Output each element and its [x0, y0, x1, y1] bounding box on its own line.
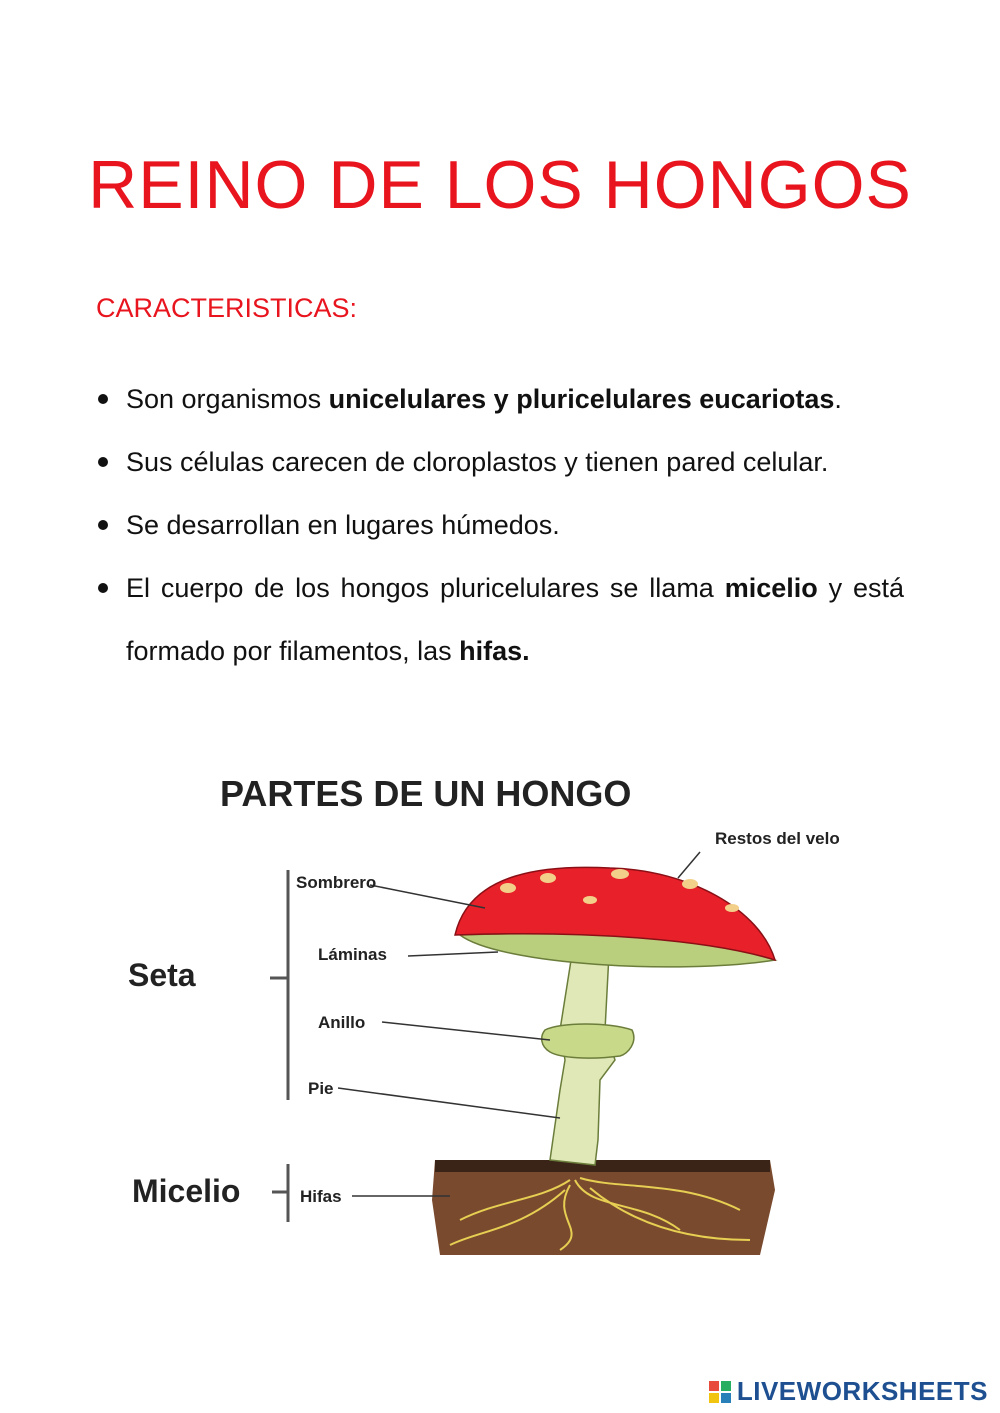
page-title: REINO DE LOS HONGOS	[88, 146, 912, 223]
list-text: y está formado por filamentos, las	[126, 573, 904, 666]
section-heading: CARACTERISTICAS:	[96, 293, 358, 323]
diagram-heading: PARTES DE UN HONGO	[220, 773, 632, 814]
label-anillo: Anillo	[318, 1013, 366, 1032]
bullet-dot-icon	[98, 394, 108, 404]
bracket-lines	[270, 870, 288, 1222]
label-restos-del-velo: Restos del velo	[715, 829, 840, 848]
list-text: Se desarrollan en lugares húmedos.	[126, 510, 560, 540]
logo-block	[709, 1381, 719, 1391]
list-item	[96, 494, 904, 557]
logo-text: LIVEWORKSHEETS	[736, 1376, 988, 1406]
logo-blocks-icon	[709, 1381, 731, 1403]
label-seta: Seta	[128, 957, 196, 993]
list-text: Sus células carecen de cloroplastos y tienen pared celular.	[126, 447, 829, 477]
soil-top	[435, 1160, 770, 1172]
characteristics-list	[96, 368, 904, 683]
label-hifas: Hifas	[300, 1187, 342, 1206]
liveworksheets-logo	[709, 1376, 988, 1407]
ring-shape	[542, 1024, 634, 1058]
mushroom-diagram	[120, 760, 840, 1280]
list-text: El cuerpo de los hongos pluricelulares se llama	[126, 573, 725, 603]
label-pie: Pie	[308, 1079, 334, 1098]
logo-block	[721, 1381, 731, 1391]
label-laminas: Láminas	[318, 945, 387, 964]
logo-block	[709, 1393, 719, 1403]
logo-block	[721, 1393, 731, 1403]
label-sombrero: Sombrero	[296, 873, 377, 892]
list-item	[96, 431, 904, 494]
bold-term: micelio	[724, 573, 818, 603]
list-item	[96, 557, 904, 683]
list-item	[96, 368, 904, 431]
list-text: Son organismos	[126, 384, 329, 414]
bullet-dot-icon	[98, 583, 108, 593]
bold-term: unicelulares y pluricelulares eucariotas	[328, 384, 835, 414]
bullet-dot-icon	[98, 457, 108, 467]
bold-term: hifas.	[459, 636, 530, 666]
bullet-dot-icon	[98, 520, 108, 530]
soil-shape	[432, 1160, 775, 1255]
list-text: .	[834, 384, 842, 414]
label-micelio: Micelio	[132, 1173, 241, 1209]
